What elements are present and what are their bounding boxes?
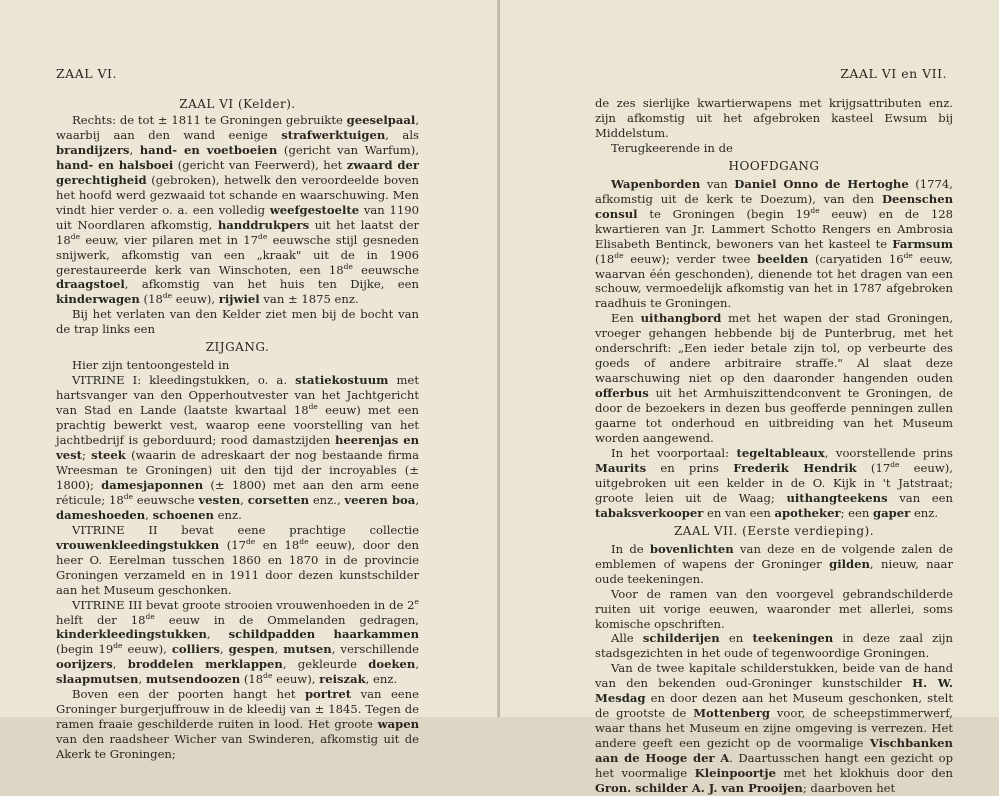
paragraph-trap: Bij het verlaten van den Kelder ziet men bij de bocht van de trap links een [56,307,419,337]
paragraph-ramen: Voor de ramen van den voorgevel gebrandschilderde ruiten uit vorige eeuwen, waaronder met allerlei, soms komische opschriften. [595,586,953,631]
paragraph-vitrine-3: VITRINE III bevat groote strooien vrouwenhoeden in de 2e helft der 18de eeuw in de Ommelanden gedragen, kinderkleedingstukken, schildpadden haarkammen (begin 19de eeuw), colliers, gespen, mutsen, verschillende oorijzers, broddelen merklappen, gekleurde doeken, slaapmutsen, mutsendoozen (18de eeuw), reiszak, enz. [56,596,420,687]
paragraph-poorten: Boven een der poorten hangt het portret van eene Groninger burgerjuffrouw in de kleedij van ± 1845. Tegen de ramen fraaie geschilderde ruiten in lood. Het groote wapen van den raadsheer Wicher van Swinderen, afkomstig uit de Akerk te Groningen; [56,687,419,762]
heading-zaal-vi-kelder: ZAAL VI (Kelder). [179,97,296,111]
paragraph-tentoongesteld: Hier zijn tentoongesteld in [72,358,230,373]
paragraph-kwartierwapens: de zes sierlijke kwartierwapens met krijgsattributen enz. zijn afkomstig uit het afgebroken kasteel Ewsum bij Middelstum. [595,96,953,140]
left-page-body [56,96,419,762]
paragraph-wapenborden: Wapenborden van Daniel Onno de Hertoghe (1774, afkomstig uit de kerk te Doezum), van den Deenschen consul te Groningen (begin 19de eeuw) en de 128 kwartieren van Jr. Lammert Schotto Rengers en Ambrosia Elisabeth Bentinck, bewoners van het kasteel te Farmsum (18de eeuw); verder twee beelden (caryatiden 16de eeuw, waarvan één geschonden), dienende tot het dragen van een schouw, vermoedelijk afkomstig van het in 1787 afgebroken raadhuis te Groningen. [595,176,953,311]
paragraph-schilderstukken: Van de twee kapitale schilderstukken, beide van de hand van den bekenden oud-Groninger kunstschilder H. W. Mesdag en door dezen aan het Museum geschonken, stelt de grootste de Mottenberg voor, de scheepstimmerwerf, waar thans het Museum en zijne omgeving is verrezen. Het andere geeft een gezicht op de voormalige Vischbanken aan de Hooge der A. Daartusschen hangt een gezicht op het voormalige Kleinpoortje met het klokhuis door den Gron. schilder A. J. van Prooijen; daarboven het [595,661,953,795]
paragraph-voorportaal: In het voorportaal: tegeltableaux, voorstellende prins Maurits en prins Frederik Hendrik (17de eeuw), uitgebroken uit een kelder in de O. Kijk in 't Jatstraat; groote leien uit de Waag; uithangteekens van een tabaksverkooper en van een apotheker; een gaper enz. [595,445,953,520]
heading-zijgang: ZIJGANG. [205,340,270,355]
right-page [500,0,999,795]
page-header-right: ZAAL VI en VII. [840,66,947,81]
paragraph-terugkeerende: Terugkeerende in de [611,140,733,155]
page-header-left: ZAAL VI. [56,66,117,81]
right-page-body [595,96,953,796]
paragraph-uithangbord: Een uithangbord met het wapen der stad Groningen, vroeger gehangen hebbende bij de Punterbrug, met het onderschrift: „Een ieder betale zijn tol, op verbeurte des goeds of andere arbitraire straffe." Al slaat deze waarschuwing niet op den daaronder hangenden ouden offerbus uit het Armhuiszittendconvent te Groningen, de door de bezoekers in dezen bus geofferde penningen zullen gaarne tot onderhoud en uitbreiding van het Museum worden aangewend. [595,311,954,446]
paragraph-kelder: Rechts: de tot ± 1811 te Groningen gebruikte geeselpaal, waarbij aan den wand eenige strafwerktuigen, als brandijzers, hand- en voetboeien (gericht van Warfum), hand- en halsboei (gericht van Feerwerd), het zwaard der gerechtigheid (gebroken), hetwelk den veroordeelde boven het hoofd werd gezwaaid tot schande en waarschuwing. Men vindt hier verder o. a. een volledig weefgestoelte van 1190 uit Noordlaren afkomstig, handdrukpers uit het laatst der 18de eeuw, vier pilaren met in 17de eeuwsche stijl gesneden snijwerk, afkomstig van een „kraak" uit de in 1906 gerestaureerde kerk van Winschoten, een 18de eeuwsche draagstoel, afkomstig van het huis ten Dijke, een kinderwagen (18de eeuw), rijwiel van ± 1875 enz. [56,113,420,307]
left-page [0,0,498,762]
paragraph-bovenlichten: In de bovenlichten van deze en de volgende zalen de emblemen of wapens der Groninger gilden, nieuw, naar oude teekeningen. [595,541,954,586]
heading-hoofdgang: HOOFDGANG [728,158,820,173]
paragraph-schilderijen: Alle schilderijen en teekeningen in deze zaal zijn stadsgezichten in het oude of tegenwoordige Groningen. [595,631,953,661]
paragraph-vitrine-1: VITRINE I: kleedingstukken, o. a. statiekostuum met hartsvanger van den Opperhoutvester van het Jachtgericht van Stad en Lande (laatste kwartaal 18de eeuw) met een prachtig bewerkt vest, waarop eene voorstelling van het jachtbedrijf is geborduurd; rood damastzijden heerenjas en vest; steek (waarin de adreskaart der nog bestaande firma Wreesman te Groningen) uit den tijd der incroyables (± 1800); damesjaponnen (± 1800) met aan den arm eene réticule; 18de eeuwsche vesten, corsetten enz., veeren boa, dameshoeden, schoenen enz. [56,373,420,522]
paragraph-vitrine-2: VITRINE II bevat eene prachtige collectie vrouwenkleedingstukken (17de en 18de eeuw), door den heer O. Eerelman tusschen 1860 en 1870 in de provincie Groningen verzameld en in 1911 door dezen kunstschilder aan het Museum geschonken. [56,522,419,597]
heading-zaal-vii: ZAAL VII. (Eerste verdieping). [673,523,875,538]
